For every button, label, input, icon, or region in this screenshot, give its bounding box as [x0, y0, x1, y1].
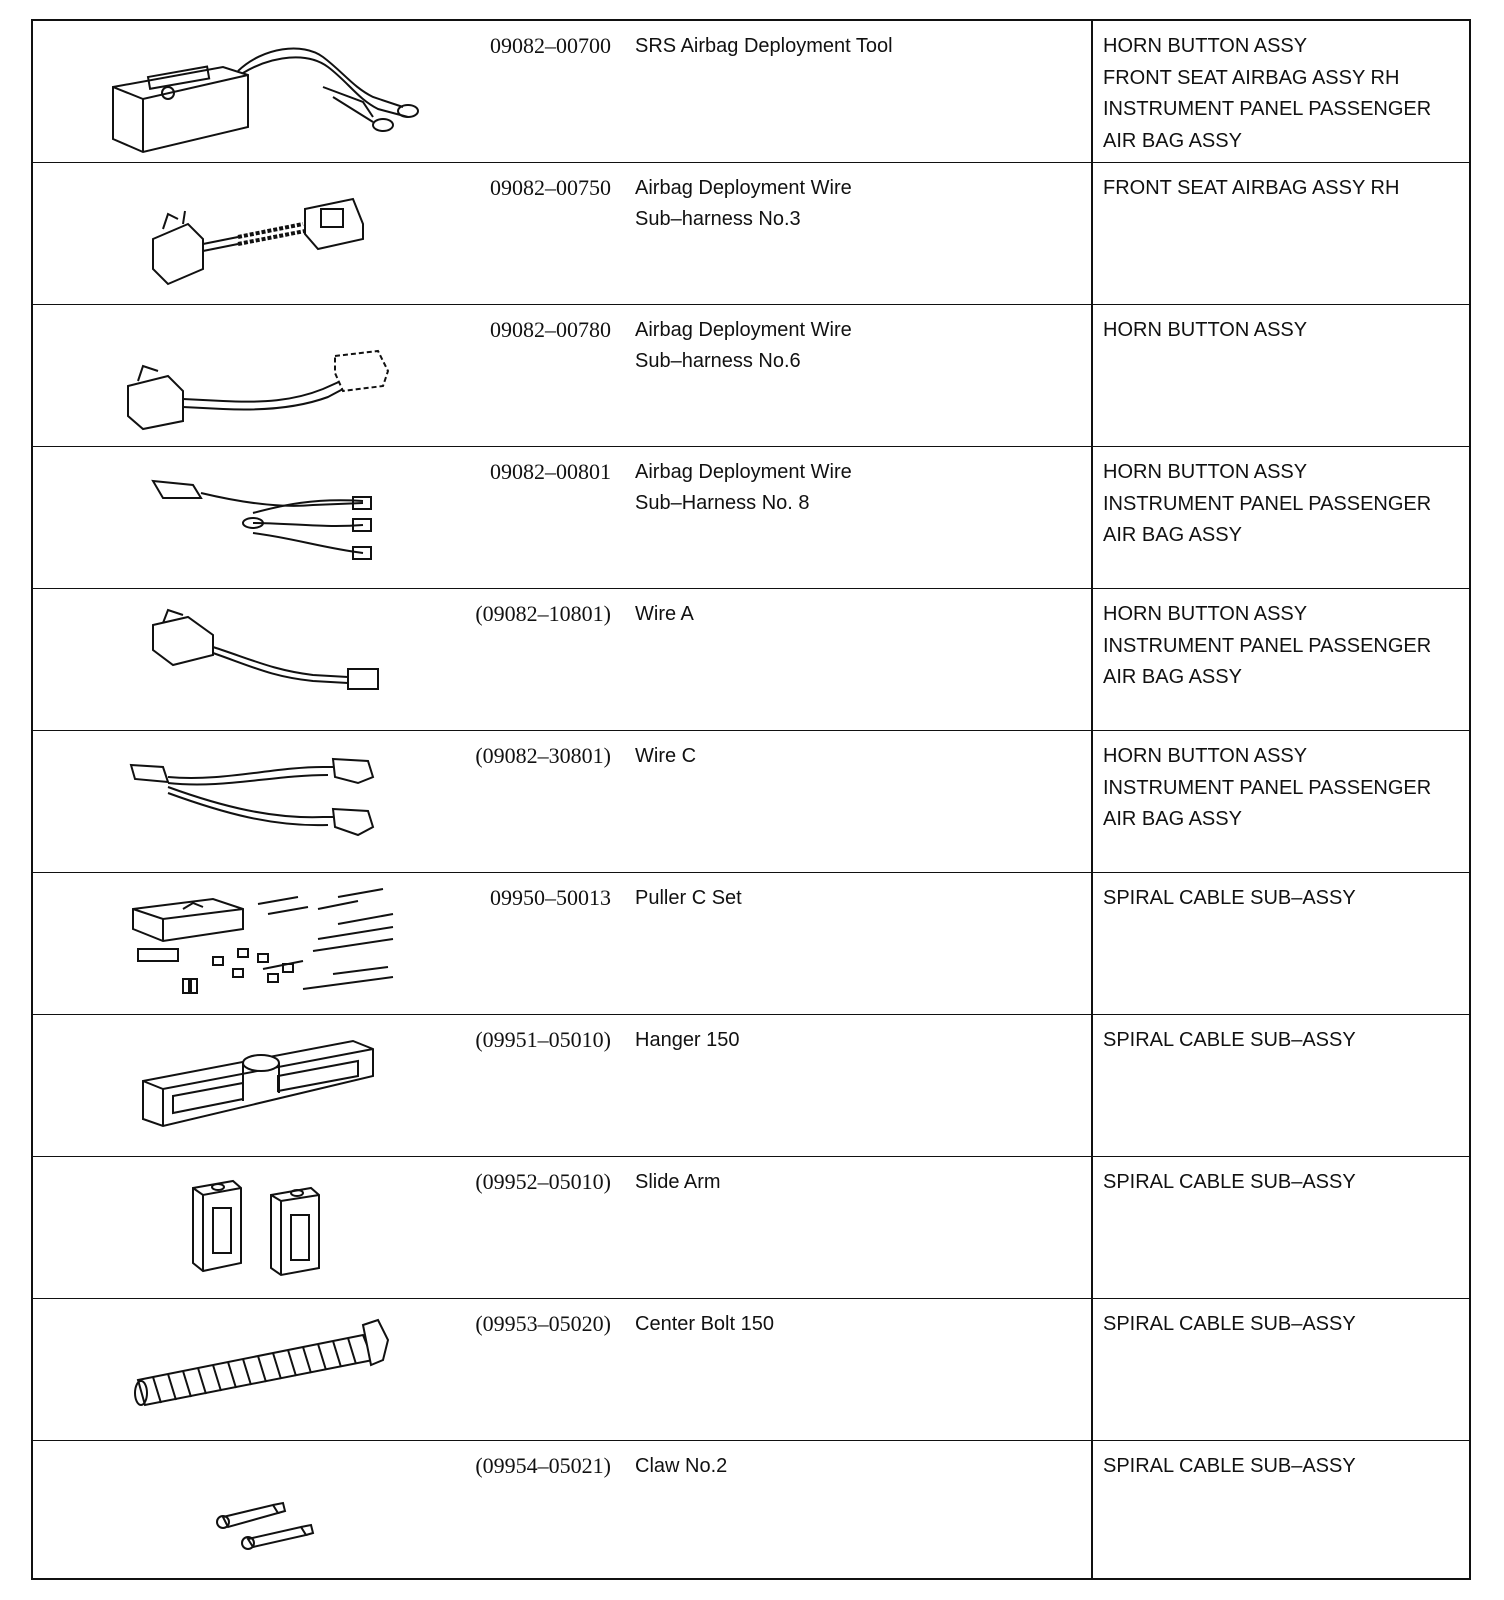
usage-list: HORN BUTTON ASSY — [1103, 319, 1308, 341]
table-row — [33, 21, 1469, 163]
tool-name: Hanger 150 — [635, 1029, 740, 1051]
table-row — [33, 1441, 1469, 1583]
tool-name: Airbag Deployment Wire Sub–Harness No. 8 — [635, 461, 852, 514]
part-number: 09082–00780 — [490, 317, 611, 342]
sub-harness-no3-icon — [73, 169, 443, 299]
table-row — [33, 1015, 1469, 1157]
usage-list: HORN BUTTON ASSY INSTRUMENT PANEL PASSENGER AIR BAG ASSY — [1103, 603, 1432, 688]
tool-name: Slide Arm — [635, 1171, 721, 1193]
usage-list: HORN BUTTON ASSY INSTRUMENT PANEL PASSENGER AIR BAG ASSY — [1103, 461, 1432, 546]
table-row — [33, 1157, 1469, 1299]
table-row — [33, 1299, 1469, 1441]
usage-list: SPIRAL CABLE SUB–ASSY — [1103, 1029, 1356, 1051]
table-row — [33, 163, 1469, 305]
table-row — [33, 447, 1469, 589]
part-number: 09950–50013 — [490, 885, 611, 910]
part-number: (09082–10801) — [475, 601, 611, 626]
part-number: (09082–30801) — [475, 743, 611, 768]
deployment-tool-icon — [73, 27, 443, 157]
tool-name: Airbag Deployment Wire Sub–harness No.3 — [635, 177, 852, 230]
usage-list: SPIRAL CABLE SUB–ASSY — [1103, 887, 1356, 909]
part-number: (09951–05010) — [475, 1027, 611, 1052]
usage-list: SPIRAL CABLE SUB–ASSY — [1103, 1313, 1356, 1335]
tool-name: SRS Airbag Deployment Tool — [635, 35, 893, 57]
slide-arm-icon — [73, 1163, 443, 1293]
hanger-icon — [73, 1021, 443, 1151]
wire-c-icon — [73, 737, 443, 867]
part-number: 09082–00750 — [490, 175, 611, 200]
usage-list: HORN BUTTON ASSY FRONT SEAT AIRBAG ASSY RH INSTRUMENT PANEL PASSENGER AIR BAG ASSY — [1103, 35, 1432, 152]
tool-name: Claw No.2 — [635, 1455, 728, 1477]
sub-harness-no8-icon — [73, 453, 443, 583]
table-row — [33, 731, 1469, 873]
part-number: (09952–05010) — [475, 1169, 611, 1194]
tool-name: Center Bolt 150 — [635, 1313, 774, 1335]
tool-name: Wire C — [635, 745, 697, 767]
usage-list: SPIRAL CABLE SUB–ASSY — [1103, 1455, 1356, 1477]
wire-a-icon — [73, 595, 443, 725]
claw-icon — [73, 1447, 443, 1577]
part-number: (09953–05020) — [475, 1311, 611, 1336]
center-bolt-icon — [73, 1305, 443, 1435]
part-number: 09082–00700 — [490, 33, 611, 58]
tool-name: Wire A — [635, 603, 694, 625]
part-number: (09954–05021) — [475, 1453, 611, 1478]
usage-list: FRONT SEAT AIRBAG ASSY RH — [1103, 177, 1400, 199]
usage-list: HORN BUTTON ASSY INSTRUMENT PANEL PASSENGER AIR BAG ASSY — [1103, 745, 1432, 830]
table-row — [33, 305, 1469, 447]
part-number: 09082–00801 — [490, 459, 611, 484]
puller-set-icon — [73, 879, 443, 1009]
sub-harness-no6-icon — [73, 311, 443, 441]
table-row — [33, 873, 1469, 1015]
tool-name: Puller C Set — [635, 887, 742, 909]
table-row — [33, 589, 1469, 731]
tool-name: Airbag Deployment Wire Sub–harness No.6 — [635, 319, 852, 372]
usage-list: SPIRAL CABLE SUB–ASSY — [1103, 1171, 1356, 1193]
special-tools-table — [31, 19, 1471, 1580]
